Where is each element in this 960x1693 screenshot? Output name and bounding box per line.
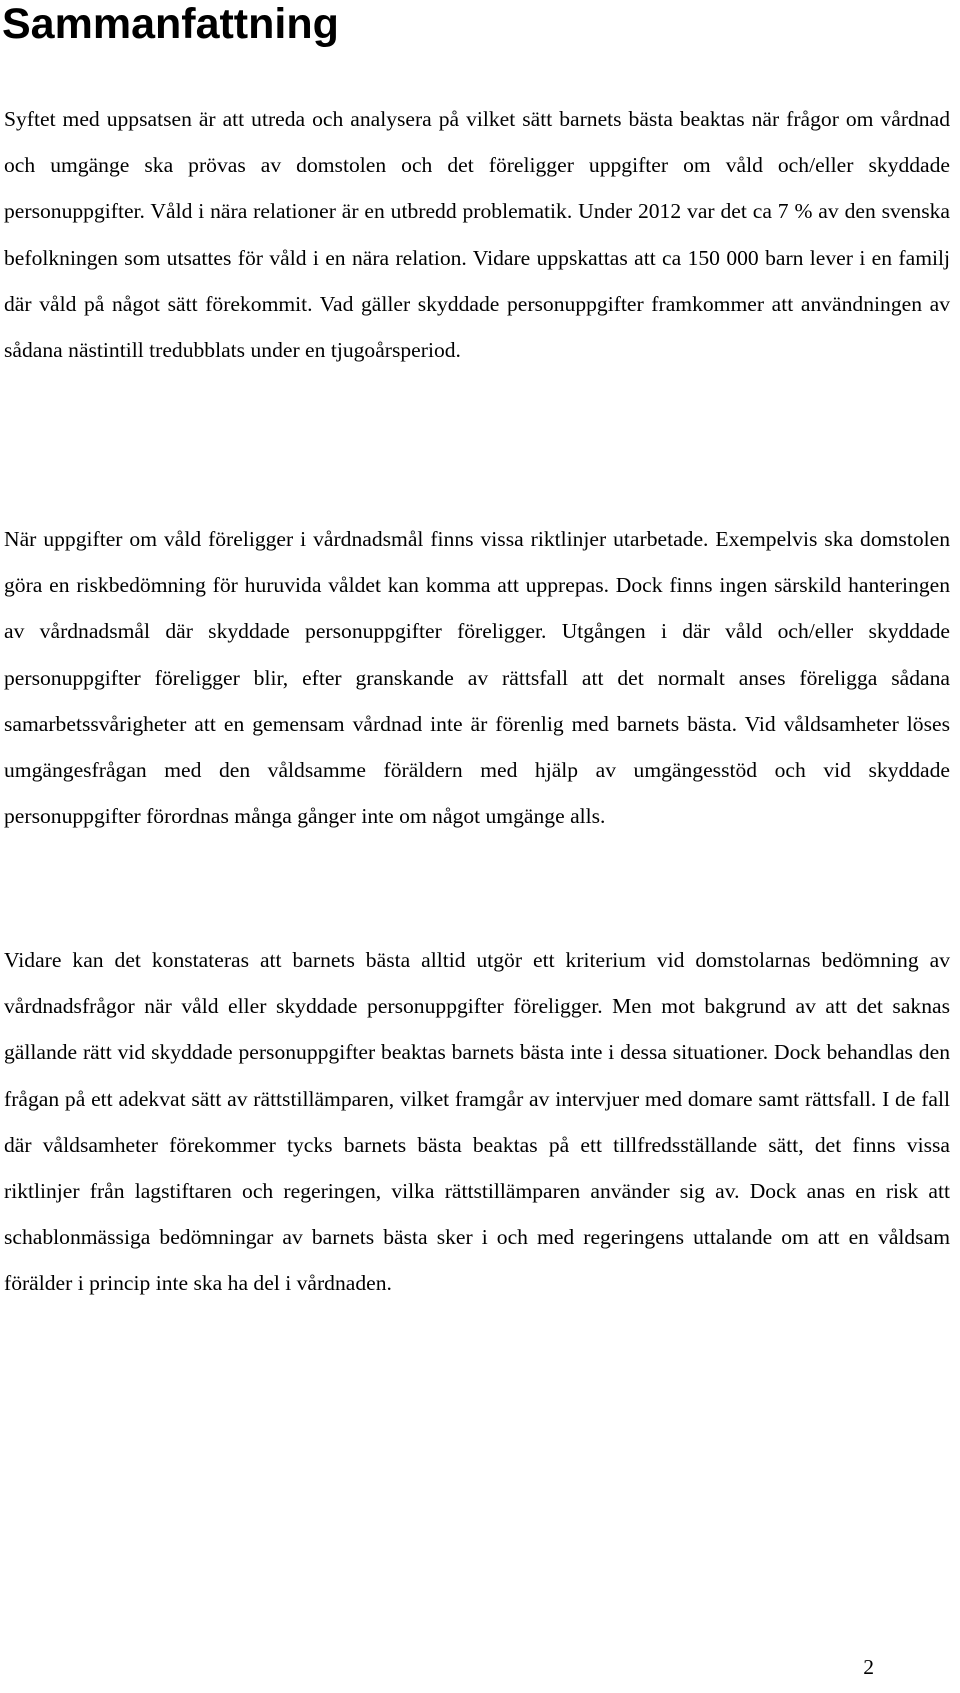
paragraph-guidelines: När uppgifter om våld föreligger i vårdnadsmål finns vissa riktlinjer utarbetade. Exempelvis ska domstolen göra en riskbedömning för huruvida våldet kan komma att upprepas. Dock finns ingen särskild hanteringen av vårdnadsmål där skyddade personuppgifter föreligger. Utgången i där våld och/eller skyddade personuppgifter föreligger blir, efter granskande av rättsfall att det normalt anses föreligga sådana samarbetssvårigheter att en gemensam vårdnad inte är förenlig med barnets bästa. Vid våldsamheter löses umgängesfrågan med den våldsamme föräldern med hjälp av umgängesstöd och vid skyddade personuppgifter förordnas många gånger inte om något umgänge alls. <box>4 527 950 829</box>
page-number: 2 <box>863 1655 874 1679</box>
paragraph-conclusion: Vidare kan det konstateras att barnets bästa alltid utgör ett kriterium vid domstolarnas bedömning av vårdnadsfrågor när våld eller skyddade personuppgifter föreligger. Men mot bakgrund av att det saknas gällande rätt vid skyddade personuppgifter beaktas barnets bästa inte i dessa situationer. Dock behandlas den frågan på ett adekvat sätt av rättstillämparen, vilket framgår av intervjuer med domare samt rättsfall. I de fall där våldsamheter förekommer tycks barnets bästa beaktas på ett tillfredsställande sätt, det finns vissa riktlinjer från lagstiftaren och regeringen, vilka rättstillämparen använder sig av. Dock anas en risk att schablonmässiga bedömningar av barnets bästa sker i och med regeringens uttalande om att en våldsam förälder i princip inte ska ha del i vårdnaden. <box>4 948 950 1296</box>
paragraph-purpose: Syftet med uppsatsen är att utreda och analysera på vilket sätt barnets bästa beaktas när frågor om vårdnad och umgänge ska prövas av domstolen och det föreligger uppgifter om våld och/eller skyddade personuppgifter. Våld i nära relationer är en utbredd problematik. Under 2012 var det ca 7 % av den svenska befolkningen som utsattes för våld i en nära relation. Vidare uppskattas att ca 150 000 barn lever i en familj där våld på något sätt förekommit. Vad gäller skyddade personuppgifter framkommer att användningen av sådana nästintill tredubblats under en tjugoårsperiod. <box>4 107 950 363</box>
section-heading: Sammanfattning <box>2 0 339 48</box>
